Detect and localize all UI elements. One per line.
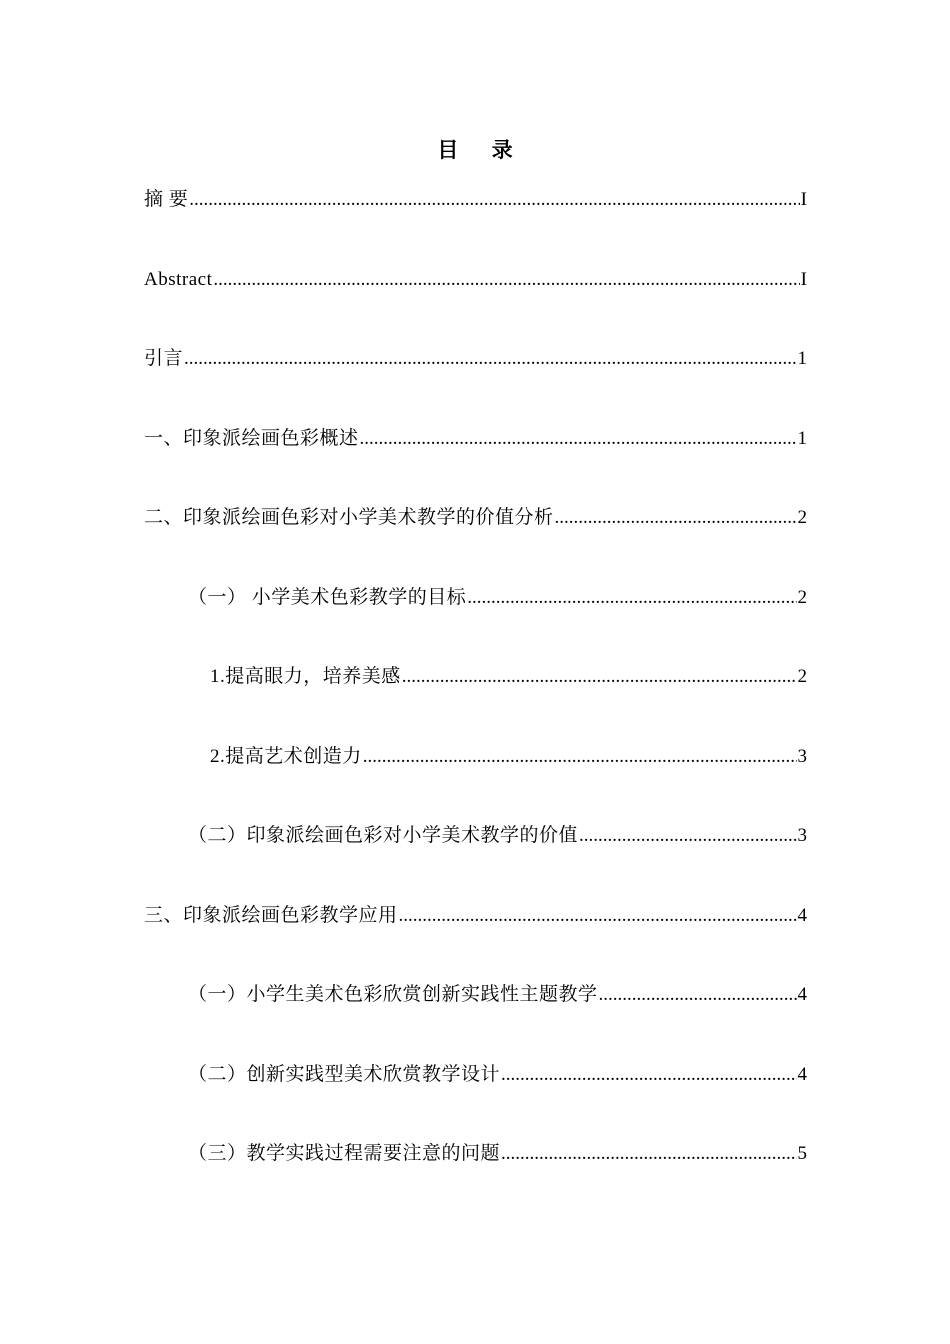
toc-entry-chapter-3[interactable]	[144, 901, 807, 981]
toc-leader-dots	[399, 901, 797, 931]
toc-entry-label: Abstract	[144, 268, 213, 290]
toc-entry-label: （三）教学实践过程需要注意的问题	[188, 1143, 501, 1164]
toc-title: 目 录	[437, 138, 527, 162]
toc-entry-introduction[interactable]	[144, 344, 807, 424]
toc-entry-label: 二、印象派绘画色彩对小学美术教学的价值分析	[144, 507, 554, 528]
toc-entry-abstract-en[interactable]	[144, 265, 807, 345]
toc-entry-label: 摘 要	[144, 189, 189, 210]
toc-leader-dots	[189, 185, 799, 215]
toc-list	[144, 185, 807, 1219]
toc-entry-section-3-2[interactable]	[144, 1060, 807, 1140]
toc-leader-dots	[555, 503, 797, 533]
toc-leader-dots	[213, 265, 799, 295]
toc-entry-label: 引言	[144, 348, 184, 369]
toc-entry-label: 2.提高艺术创造力	[210, 745, 362, 767]
toc-leader-dots	[360, 424, 797, 454]
toc-entry-page: I	[800, 189, 807, 210]
toc-leader-dots	[599, 980, 797, 1010]
toc-entry-page: I	[800, 268, 807, 290]
toc-leader-dots	[363, 742, 797, 772]
toc-entry-abstract-cn[interactable]	[144, 185, 807, 265]
toc-entry-page: 4	[797, 1063, 807, 1085]
toc-leader-dots	[579, 821, 796, 851]
toc-entry-page: 4	[797, 984, 807, 1005]
toc-entry-label: （一） 小学美术色彩教学的目标	[188, 586, 467, 608]
toc-leader-dots	[501, 1139, 796, 1169]
toc-entry-page: 4	[797, 904, 807, 926]
toc-entry-label: 一、印象派绘画色彩概述	[144, 427, 359, 449]
toc-leader-dots	[467, 583, 796, 613]
toc-entry-label: 1.提高眼力，培养美感	[210, 666, 401, 687]
toc-entry-page: 2	[797, 666, 807, 687]
toc-entry-section-2-1[interactable]	[144, 583, 807, 663]
toc-entry-subsection-2-1-1[interactable]	[144, 662, 807, 742]
toc-entry-page: 2	[797, 507, 807, 528]
toc-entry-section-2-2[interactable]	[144, 821, 807, 901]
toc-entry-page: 3	[797, 825, 807, 846]
toc-entry-page: 1	[797, 348, 807, 369]
toc-entry-page: 5	[797, 1143, 807, 1164]
toc-entry-chapter-1[interactable]	[144, 424, 807, 504]
toc-entry-page: 3	[797, 745, 807, 767]
toc-leader-dots	[184, 344, 796, 374]
toc-entry-label: （一）小学生美术色彩欣赏创新实践性主题教学	[188, 984, 598, 1005]
toc-entry-label: （二）创新实践型美术欣赏教学设计	[188, 1063, 501, 1085]
toc-entry-subsection-2-1-2[interactable]	[144, 742, 807, 822]
toc-entry-chapter-2[interactable]	[144, 503, 807, 583]
toc-entry-section-3-1[interactable]	[144, 980, 807, 1060]
toc-entry-page: 1	[797, 427, 807, 449]
toc-leader-dots	[501, 1060, 796, 1090]
toc-entry-label: （二）印象派绘画色彩对小学美术教学的价值	[188, 825, 579, 846]
toc-entry-section-3-3[interactable]	[144, 1139, 807, 1219]
toc-entry-label: 三、印象派绘画色彩教学应用	[144, 904, 398, 926]
toc-entry-page: 2	[797, 586, 807, 608]
toc-leader-dots	[402, 662, 797, 692]
